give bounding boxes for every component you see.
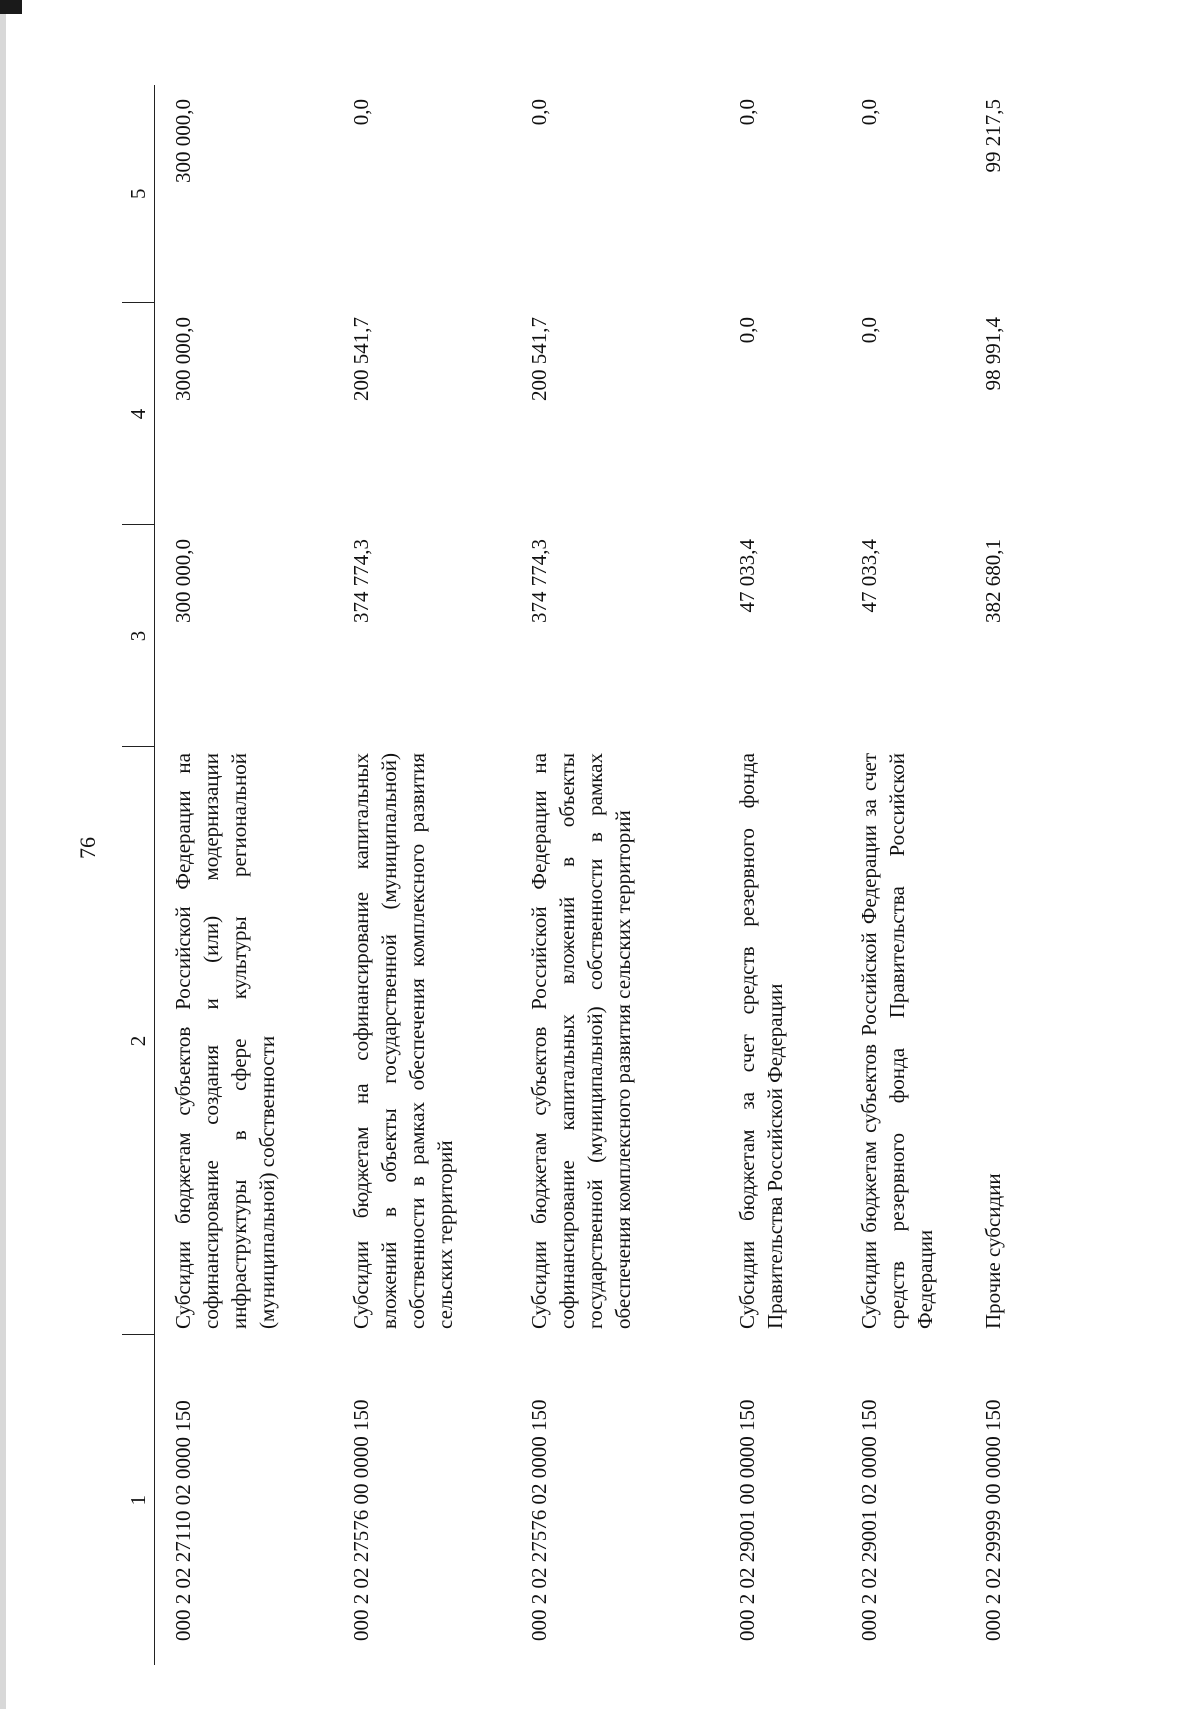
budget-table-container (122, 85, 1132, 1665)
row-name: Субсидии бюджетам субъектов Российской Федерации за счет средств резервного фонда Правительства Российской Федерации (857, 753, 937, 1329)
row-name: Субсидии бюджетам на софинансирование капитальных вложений в объекты государственной (муниципальной) собственности в рамках обеспечения комплексного развития сельских территорий (349, 753, 457, 1329)
row-value-5: 0,0 (527, 99, 551, 126)
row-value-4: 200 541,7 (349, 317, 373, 401)
row-code: 000 2 02 27576 02 0000 150 (527, 1399, 551, 1641)
row-value-5: 0,0 (349, 99, 373, 126)
row-name: Субсидии бюджетам субъектов Российской Федерации на софинансирование капитальных вложений в объекты государственной (муниципальной) собственности в рамках обеспечения комплексного развития сельских территорий (527, 753, 635, 1329)
table-row (841, 85, 965, 1665)
row-value-5: 0,0 (857, 99, 881, 126)
table-row (155, 85, 334, 1665)
page-number: 76 (75, 837, 100, 859)
header-col-3: 3 (122, 525, 155, 747)
table-row (719, 85, 841, 1665)
header-col-2: 2 (122, 747, 155, 1335)
scan-edge-left (0, 14, 6, 1709)
row-value-4: 0,0 (857, 317, 881, 344)
row-value-3: 374 774,3 (527, 539, 551, 623)
row-name: Прочие субсидии (981, 1173, 1005, 1329)
header-col-5: 5 (122, 85, 155, 303)
row-value-4: 0,0 (735, 317, 759, 344)
header-col-1: 1 (122, 1335, 155, 1665)
row-value-5: 300 000,0 (171, 99, 195, 183)
row-code: 000 2 02 27110 02 0000 150 (171, 1400, 195, 1641)
scan-edge-top (0, 0, 22, 14)
row-code: 000 2 02 29001 02 0000 150 (857, 1399, 881, 1641)
row-value-4: 300 000,0 (171, 317, 195, 401)
header-col-4: 4 (122, 303, 155, 525)
header-row (122, 85, 155, 1665)
row-value-4: 98 991,4 (981, 317, 1005, 391)
row-name: Субсидии бюджетам за счет средств резервного фонда Правительства Российской Федерации (735, 753, 787, 1329)
row-value-3: 300 000,0 (171, 539, 195, 623)
table-row (965, 85, 1057, 1665)
row-value-4: 200 541,7 (527, 317, 551, 401)
row-code: 000 2 02 29999 00 0000 150 (981, 1399, 1005, 1641)
table-row (333, 85, 511, 1665)
row-value-3: 374 774,3 (349, 539, 373, 623)
row-value-3: 382 680,1 (981, 539, 1005, 623)
row-code: 000 2 02 27576 00 0000 150 (349, 1399, 373, 1641)
table-row (511, 85, 719, 1665)
budget-table (122, 85, 1057, 1665)
row-name: Субсидии бюджетам субъектов Российской Федерации на софинансирование создания и (или) модернизации инфраструктуры в сфере культуры региональной (муниципальной) собственности (171, 753, 279, 1329)
row-value-3: 47 033,4 (735, 539, 759, 613)
row-value-5: 99 217,5 (981, 99, 1005, 173)
row-value-5: 0,0 (735, 99, 759, 126)
row-code: 000 2 02 29001 00 0000 150 (735, 1399, 759, 1641)
row-value-3: 47 033,4 (857, 539, 881, 613)
